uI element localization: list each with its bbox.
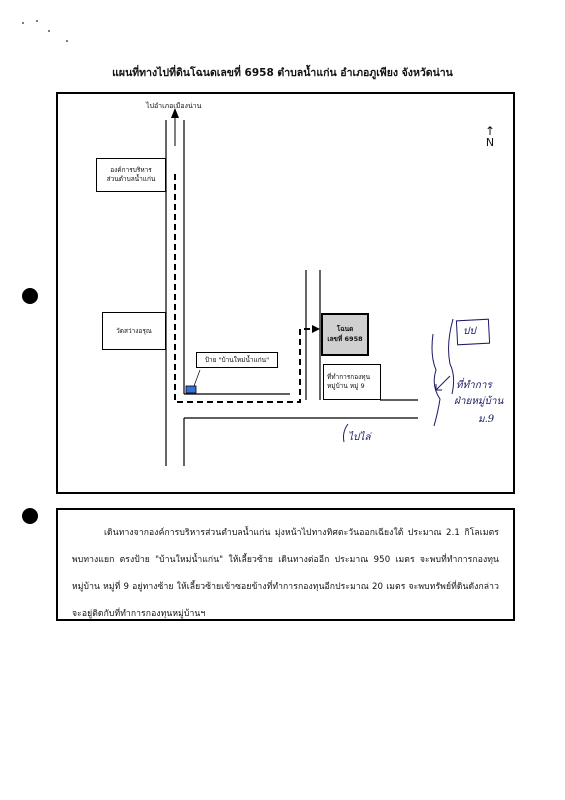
temple-box <box>102 312 166 350</box>
hand-drawn-arrow <box>436 376 450 390</box>
village-sign-label-box <box>196 352 278 368</box>
fund-office-line1: ที่ทำการกองทุน <box>327 373 371 382</box>
hand-drawn-stream <box>449 319 454 394</box>
scan-speck <box>36 20 38 22</box>
village-sign-marker <box>186 386 196 393</box>
punch-hole-top <box>22 288 38 304</box>
sao-office-box <box>96 158 166 192</box>
punch-hole-bottom <box>22 508 38 524</box>
village-sign-label: ป้าย "บ้านใหม่น้ำแก่น" <box>204 355 270 364</box>
handwritten-fund-note-2: ฝ่ายหมู่บ้าน <box>454 396 504 407</box>
directions-text: เดินทางจากองค์การบริหารส่วนตำบลน้ำแก่น มุ่งหน้าไปทางทิศตะวันออกเฉียงใต้ ประมาณ 2.1 กิโลเมตร พบทางแยก ตรงป้าย "บ้านใหม่น้ำแก่น" ให้เลี้ยวซ้าย เดินทางต่ออีก ประมาณ 950 เมตร จะพบที่ทำการกองทุนหมู่บ้าน หมู่ที่ 9 อยู่ทางซ้าย ให้เลี้ยวซ้ายเข้าซอยข้างที่ทำการกองทุนอีกประมาณ 20 เมตร จะพบทรัพย์ที่ดินดังกล่าวจะอยู่ติดกับที่ทำการกองทุนหมู่บ้านฯ <box>72 528 499 619</box>
scan-speck <box>48 30 50 32</box>
directions-box <box>56 508 515 621</box>
page-title: แผนที่ทางไปที่ดินโฉนดเลขที่ 6958 ตำบลน้ำแก่น อำเภอภูเพียง จังหวัดน่าน <box>112 67 453 79</box>
sao-office-line2: ส่วนตำบลน้ำแก่น <box>106 175 156 183</box>
plot-label-line1: โฉนด <box>336 324 354 333</box>
hand-drawn-boundary <box>432 334 440 426</box>
sao-office-line1: องค์การบริหาร <box>110 166 152 175</box>
land-plot-6958 <box>321 313 369 356</box>
handwritten-fund-note-3: ม.9 <box>478 414 495 425</box>
handwritten-box-mark: ปป <box>463 326 476 337</box>
plot-label-line2: เลขที่ 6958 <box>327 334 363 343</box>
north-arrow-icon: ↑ <box>484 124 496 138</box>
handwritten-road-note: ไปไล่ <box>348 432 371 443</box>
road-drawing <box>58 94 513 492</box>
temple-label: วัดสว่างอรุณ <box>116 326 152 335</box>
map-frame <box>56 92 515 494</box>
north-label: N <box>485 136 495 149</box>
north-indicator <box>482 126 498 149</box>
handwritten-fund-note-1: ที่ทำการ <box>456 380 492 391</box>
fund-office-line2: หมู่บ้าน หมู่ 9 <box>327 382 365 390</box>
road-destination-label: ไปอำเภอเมืองน่าน <box>146 102 202 110</box>
scan-speck <box>22 22 24 24</box>
scan-speck <box>66 40 68 42</box>
sign-leader-line <box>194 370 200 386</box>
fund-office-box <box>323 364 381 400</box>
route-arrowhead <box>312 325 320 333</box>
